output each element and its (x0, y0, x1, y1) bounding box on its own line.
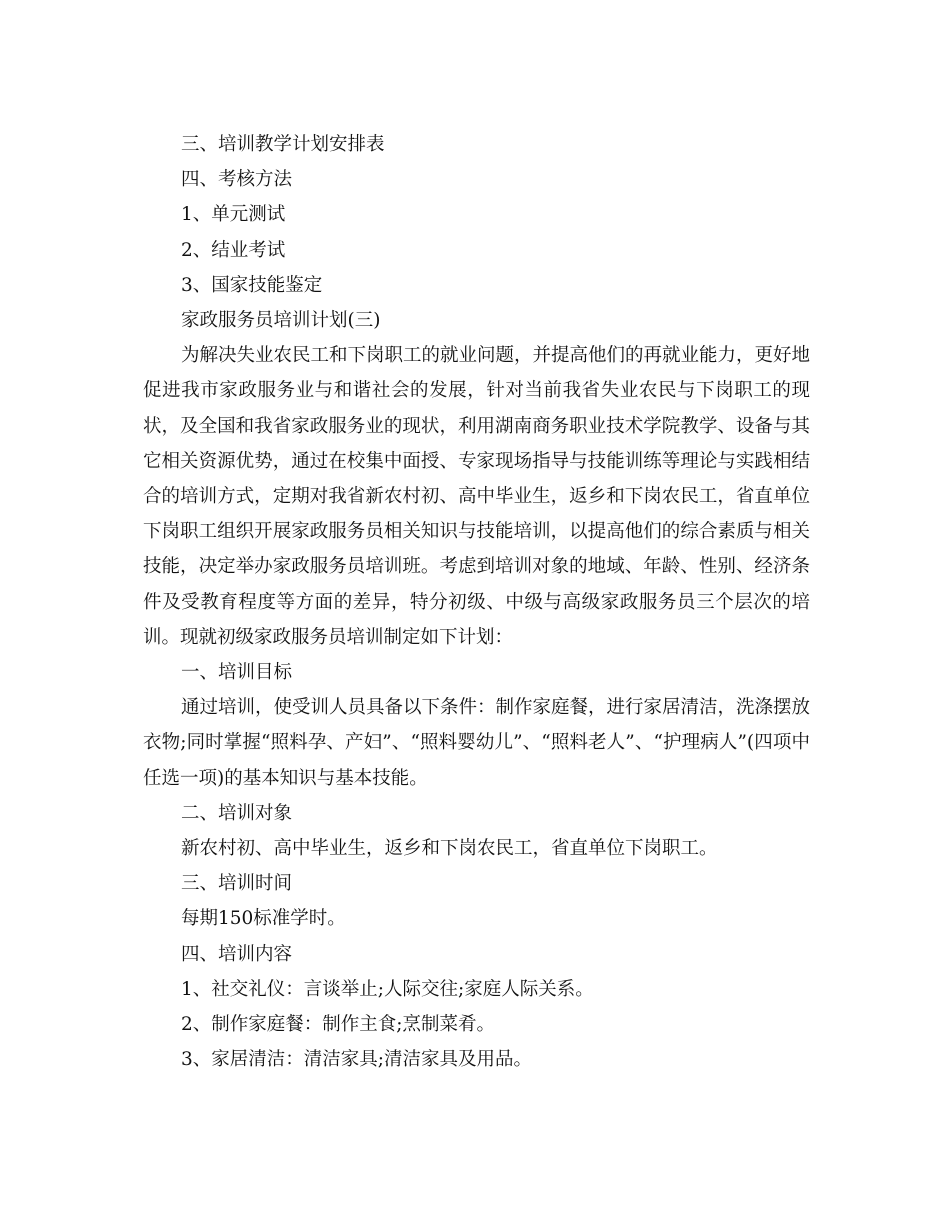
content-item-cooking: 2、制作家庭餐：制作主食;烹制菜肴。 (181, 1014, 496, 1036)
section-heading-goal: 一、培训目标 (181, 662, 293, 684)
section-heading-content: 四、培训内容 (181, 943, 293, 965)
time-text: 每期150标准学时。 (181, 908, 346, 930)
list-item-final-exam: 2、结业考试 (181, 239, 286, 261)
content-item-etiquette: 1、社交礼仪：言谈举止;人际交往;家庭人际关系。 (181, 978, 594, 1000)
section-heading-assessment: 四、考核方法 (181, 169, 293, 191)
content-item-cleaning: 3、家居清洁：清洁家具;清洁家具及用品。 (181, 1049, 533, 1071)
list-item-unit-test: 1、单元测试 (181, 204, 286, 226)
list-item-skill-appraisal: 3、国家技能鉴定 (181, 274, 323, 296)
document-body (143, 127, 810, 1077)
document-subtitle: 家政服务员培训计划(三) (181, 310, 381, 332)
trainees-text: 新农村初、高中毕业生，返乡和下岗农民工，省直单位下岗职工。 (181, 838, 718, 860)
section-heading-time: 三、培训时间 (181, 873, 293, 895)
section-heading-trainees: 二、培训对象 (181, 802, 293, 824)
intro-paragraph: 为解决失业农民工和下岗职工的就业问题，并提高他们的再就业能力，更好地促进我市家政服务业与和谐社会的发展，针对当前我省失业农民与下岗职工的现状，及全国和我省家政服务业的现状，利用湖南商务职业技术学院教学、设备与其它相关资源优势，通过在校集中面授、专家现场指导与技能训练等理论与实践相结合的培训方式，定期对我省新农村初、高中毕业生，返乡和下岗农民工，省直单位下岗职工组织开展家政服务员相关知识与技能培训，以提高他们的综合素质与相关技能，决定举办家政服务员培训班。考虑到培训对象的地域、年龄、性别、经济条件及受教育程度等方面的差异，特分初级、中级与高级家政服务员三个层次的培训。现就初级家政服务员培训制定如下计划： (143, 345, 811, 648)
section-heading-teaching-schedule: 三、培训教学计划安排表 (181, 134, 385, 155)
goal-paragraph: 通过培训，使受训人员具备以下条件：制作家庭餐，进行家居清洁，洗涤摆放衣物;同时掌握“照料孕、产妇”、“照料婴幼儿”、“照料老人”、“护理病人”(四项中任选一项)的基本知识与基本技能。 (143, 697, 811, 789)
